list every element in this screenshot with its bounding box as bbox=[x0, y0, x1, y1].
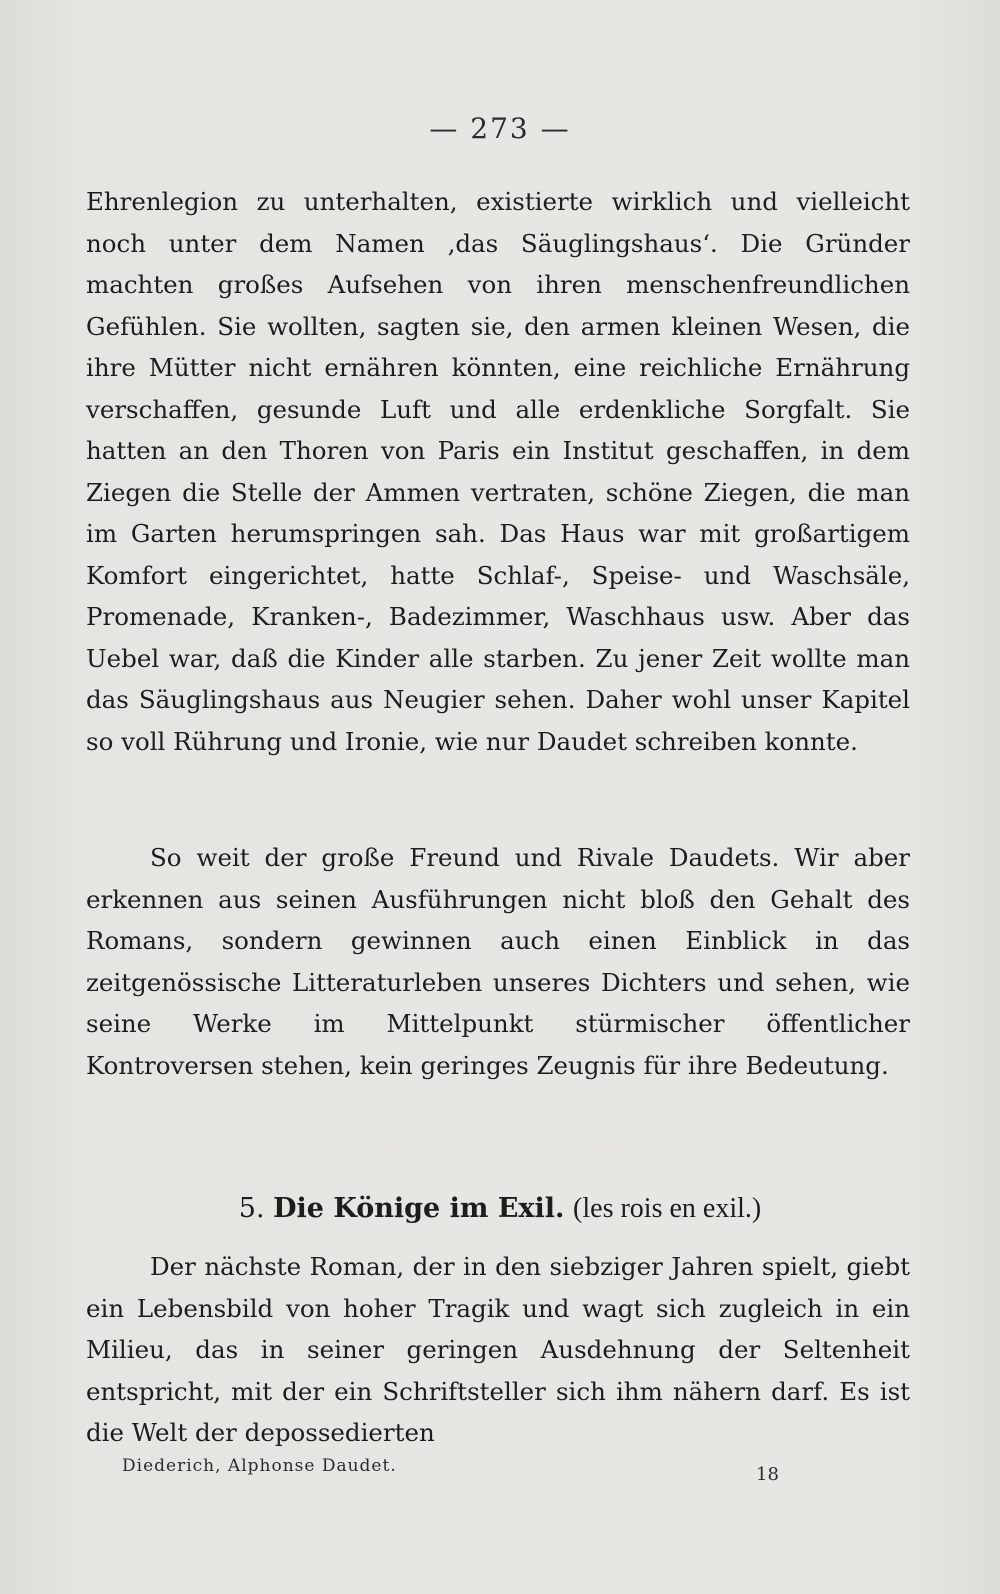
paragraph-text: So weit der große Freund und Rivale Daudets. Wir aber erkennen aus seinen Ausführungen nicht bloß den Gehalt des Romans, sondern gewinnen auch einen Einblick in das zeitgenössische Litteraturleben unseres Dichters und sehen, wie seine Werke im Mittelpunkt stürmischer öffentlicher Kontroversen stehen, kein geringes Zeugnis für ihre Bedeutung. bbox=[86, 843, 910, 1080]
footer-sheet-number: 18 bbox=[756, 1464, 779, 1485]
paragraph-1 bbox=[86, 181, 910, 762]
paragraph-text: Der nächste Roman, der in den siebziger Jahren spielt, giebt ein Lebensbild von hoher Tragik und wagt sich zugleich in ein Milieu, das in seiner geringen Ausdehnung der Seltenheit entspricht, mit der ein Schriftsteller sich ihm nähern darf. Es ist die Welt der depossedierten bbox=[86, 1252, 910, 1447]
paragraph-text: Ehrenlegion zu unterhalten, existierte wirklich und vielleicht noch unter dem Namen ‚das Säuglingshaus‘. Die Gründer machten großes Aufsehen von ihren menschenfreundlichen Gefühlen. Sie wollten, sagten sie, den armen kleinen Wesen, die ihre Mütter nicht ernähren könnten, eine reichliche Ernährung verschaffen, gesunde Luft und alle erdenkliche Sorgfalt. Sie hatten an den Thoren von Paris ein Institut geschaffen, in dem Ziegen die Stelle der Ammen vertraten, schöne Ziegen, die man im Garten herumspringen sah. Das Haus war mit großartigem Komfort eingerichtet, hatte Schlaf-, Speise- und Waschsäle, Promenade, Kranken-, Badezimmer, Waschhaus usw. Aber das Uebel war, daß die Kinder alle starben. Zu jener Zeit wollte man das Säuglingshaus aus Neugier sehen. Daher wohl unser Kapitel so voll Rührung und Ironie, wie nur Daudet schreiben konnte. bbox=[86, 187, 910, 756]
section-subtitle: (les rois en exil.) bbox=[573, 1193, 762, 1224]
footer-signature: Diederich, Alphonse Daudet. bbox=[122, 1456, 397, 1476]
paragraph-2 bbox=[86, 837, 910, 1086]
section-paragraph bbox=[86, 1246, 910, 1454]
page-number: — 273 — bbox=[429, 112, 571, 145]
section-title: Die Könige im Exil. bbox=[273, 1193, 565, 1224]
section-number: 5. bbox=[238, 1193, 265, 1224]
section-heading bbox=[0, 1193, 1000, 1225]
